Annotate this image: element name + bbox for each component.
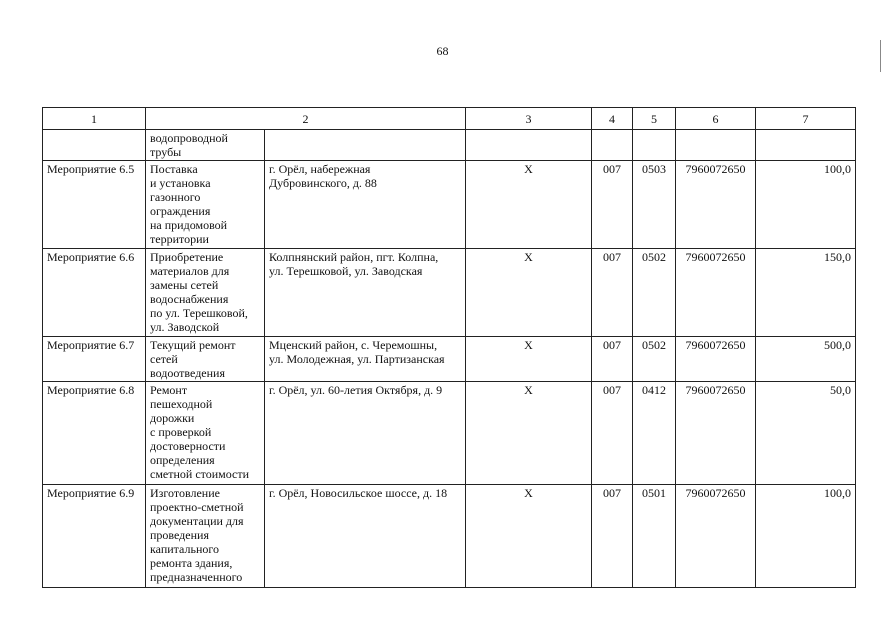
col5-cell: 0501	[633, 485, 676, 588]
measure-cell: Мероприятие 6.8	[43, 382, 146, 485]
col3-cell: X	[466, 337, 592, 382]
col6-cell: 7960072650	[676, 249, 756, 337]
measure-name-cell-line: проектно-сметной	[150, 500, 244, 514]
measure-name-cell-line: Изготовление	[150, 486, 220, 500]
measure-name-cell-line: водоснабжения	[150, 292, 229, 306]
address-cell-line: ул. Молодежная, ул. Партизанская	[269, 352, 445, 366]
measure-name-cell-line: проведения	[150, 528, 209, 542]
measure-name-cell-line: водоотведения	[150, 366, 225, 380]
col6-cell: 7960072650	[676, 337, 756, 382]
col3-cell: X	[466, 382, 592, 485]
measure-name-cell-line: материалов для	[150, 264, 230, 278]
measure-name-cell-line: дорожки	[150, 411, 195, 425]
measure-name-cell-line: документации для	[150, 514, 244, 528]
measure-cell: Мероприятие 6.7	[43, 337, 146, 382]
col3-cell: X	[466, 249, 592, 337]
col5-cell: 0502	[633, 249, 676, 337]
measure-name-cell	[146, 130, 265, 161]
measure-cell: Мероприятие 6.6	[43, 249, 146, 337]
measure-name-cell-line: по ул. Терешковой,	[150, 306, 248, 320]
col6-cell: 7960072650	[676, 382, 756, 485]
measure-name-cell	[146, 337, 265, 382]
measure-name-cell-line: капитального	[150, 542, 219, 556]
measure-name-cell	[146, 161, 265, 249]
header-row	[43, 108, 856, 130]
header-cell-7: 7	[756, 108, 856, 130]
measure-name-cell	[146, 249, 265, 337]
measure-name-cell-line: ремонта здания,	[150, 556, 233, 570]
address-cell-line: г. Орёл, набережная	[269, 162, 371, 176]
measure-cell: Мероприятие 6.9	[43, 485, 146, 588]
col4-cell: 007	[592, 337, 633, 382]
measure-name-cell-line: Текущий ремонт	[150, 338, 236, 352]
measure-cell	[43, 130, 146, 161]
measure-name-cell	[146, 382, 265, 485]
table-row	[43, 337, 856, 382]
measure-name-cell-line: Поставка	[150, 162, 198, 176]
col4-cell: 007	[592, 485, 633, 588]
col7-cell: 500,0	[756, 337, 856, 382]
page-number: 68	[436, 44, 449, 58]
col3-cell: X	[466, 161, 592, 249]
address-cell-line: Мценский район, с. Черемошны,	[269, 338, 438, 352]
col6-cell: 7960072650	[676, 485, 756, 588]
scan-edge-mark	[880, 40, 881, 72]
table-row	[43, 382, 856, 485]
measure-name-cell-line: пешеходной	[150, 397, 213, 411]
measure-name-cell-line: Приобретение	[150, 250, 224, 264]
col7-cell: 150,0	[756, 249, 856, 337]
address-cell	[265, 337, 466, 382]
col7-cell: 100,0	[756, 485, 856, 588]
measure-name-cell-line: сметной стоимости	[150, 467, 250, 481]
header-cell-3: 3	[466, 108, 592, 130]
col5-cell: 0502	[633, 337, 676, 382]
address-cell-line: г. Орёл, ул. 60-летия Октября, д. 9	[269, 383, 443, 397]
address-cell	[265, 130, 466, 161]
budget-measures-table	[42, 107, 856, 588]
measure-name-cell-line: ограждения	[150, 204, 211, 218]
header-cell-5: 5	[633, 108, 676, 130]
table-row	[43, 161, 856, 249]
measure-name-cell-line: ул. Заводской	[150, 320, 220, 334]
col4-cell: 007	[592, 382, 633, 485]
col4-cell: 007	[592, 249, 633, 337]
measure-name-cell	[146, 485, 265, 588]
address-cell	[265, 382, 466, 485]
measure-name-cell-line: газонного	[150, 190, 201, 204]
header-cell-6: 6	[676, 108, 756, 130]
measure-name-cell-line: достоверности	[150, 439, 226, 453]
measure-name-cell-line: сетей	[150, 352, 178, 366]
header-cell-1: 1	[43, 108, 146, 130]
col6-cell	[676, 130, 756, 161]
table-row	[43, 249, 856, 337]
measure-name-cell-line: Ремонт	[150, 383, 188, 397]
col4-cell	[592, 130, 633, 161]
col5-cell: 0503	[633, 161, 676, 249]
measure-name-cell-line: предназначенного	[150, 570, 243, 584]
address-cell	[265, 249, 466, 337]
col7-cell	[756, 130, 856, 161]
col4-cell: 007	[592, 161, 633, 249]
measure-cell: Мероприятие 6.5	[43, 161, 146, 249]
col7-cell: 50,0	[756, 382, 856, 485]
col5-cell	[633, 130, 676, 161]
measure-name-cell-line: и установка	[150, 176, 211, 190]
address-cell-line: Дубровинского, д. 88	[269, 176, 377, 190]
address-cell-line: ул. Терешковой, ул. Заводская	[269, 264, 423, 278]
col6-cell: 7960072650	[676, 161, 756, 249]
address-cell	[265, 161, 466, 249]
measure-name-cell-line: территории	[150, 232, 209, 246]
table-row	[43, 485, 856, 588]
col3-cell: X	[466, 485, 592, 588]
col5-cell: 0412	[633, 382, 676, 485]
col7-cell: 100,0	[756, 161, 856, 249]
address-cell-line: Колпнянский район, пгт. Колпна,	[269, 250, 439, 264]
header-cell-4: 4	[592, 108, 633, 130]
measure-name-cell-line: с проверкой	[150, 425, 212, 439]
measure-name-cell-line: трубы	[150, 145, 182, 159]
address-cell-line: г. Орёл, Новосильское шоссе, д. 18	[269, 486, 448, 500]
measure-name-cell-line: водопроводной	[150, 131, 228, 145]
measure-name-cell-line: определения	[150, 453, 215, 467]
measure-name-cell-line: замены сетей	[150, 278, 219, 292]
header-cell-2: 2	[146, 108, 466, 130]
address-cell	[265, 485, 466, 588]
table-row	[43, 130, 856, 161]
measure-name-cell-line: на придомовой	[150, 218, 228, 232]
col3-cell	[466, 130, 592, 161]
